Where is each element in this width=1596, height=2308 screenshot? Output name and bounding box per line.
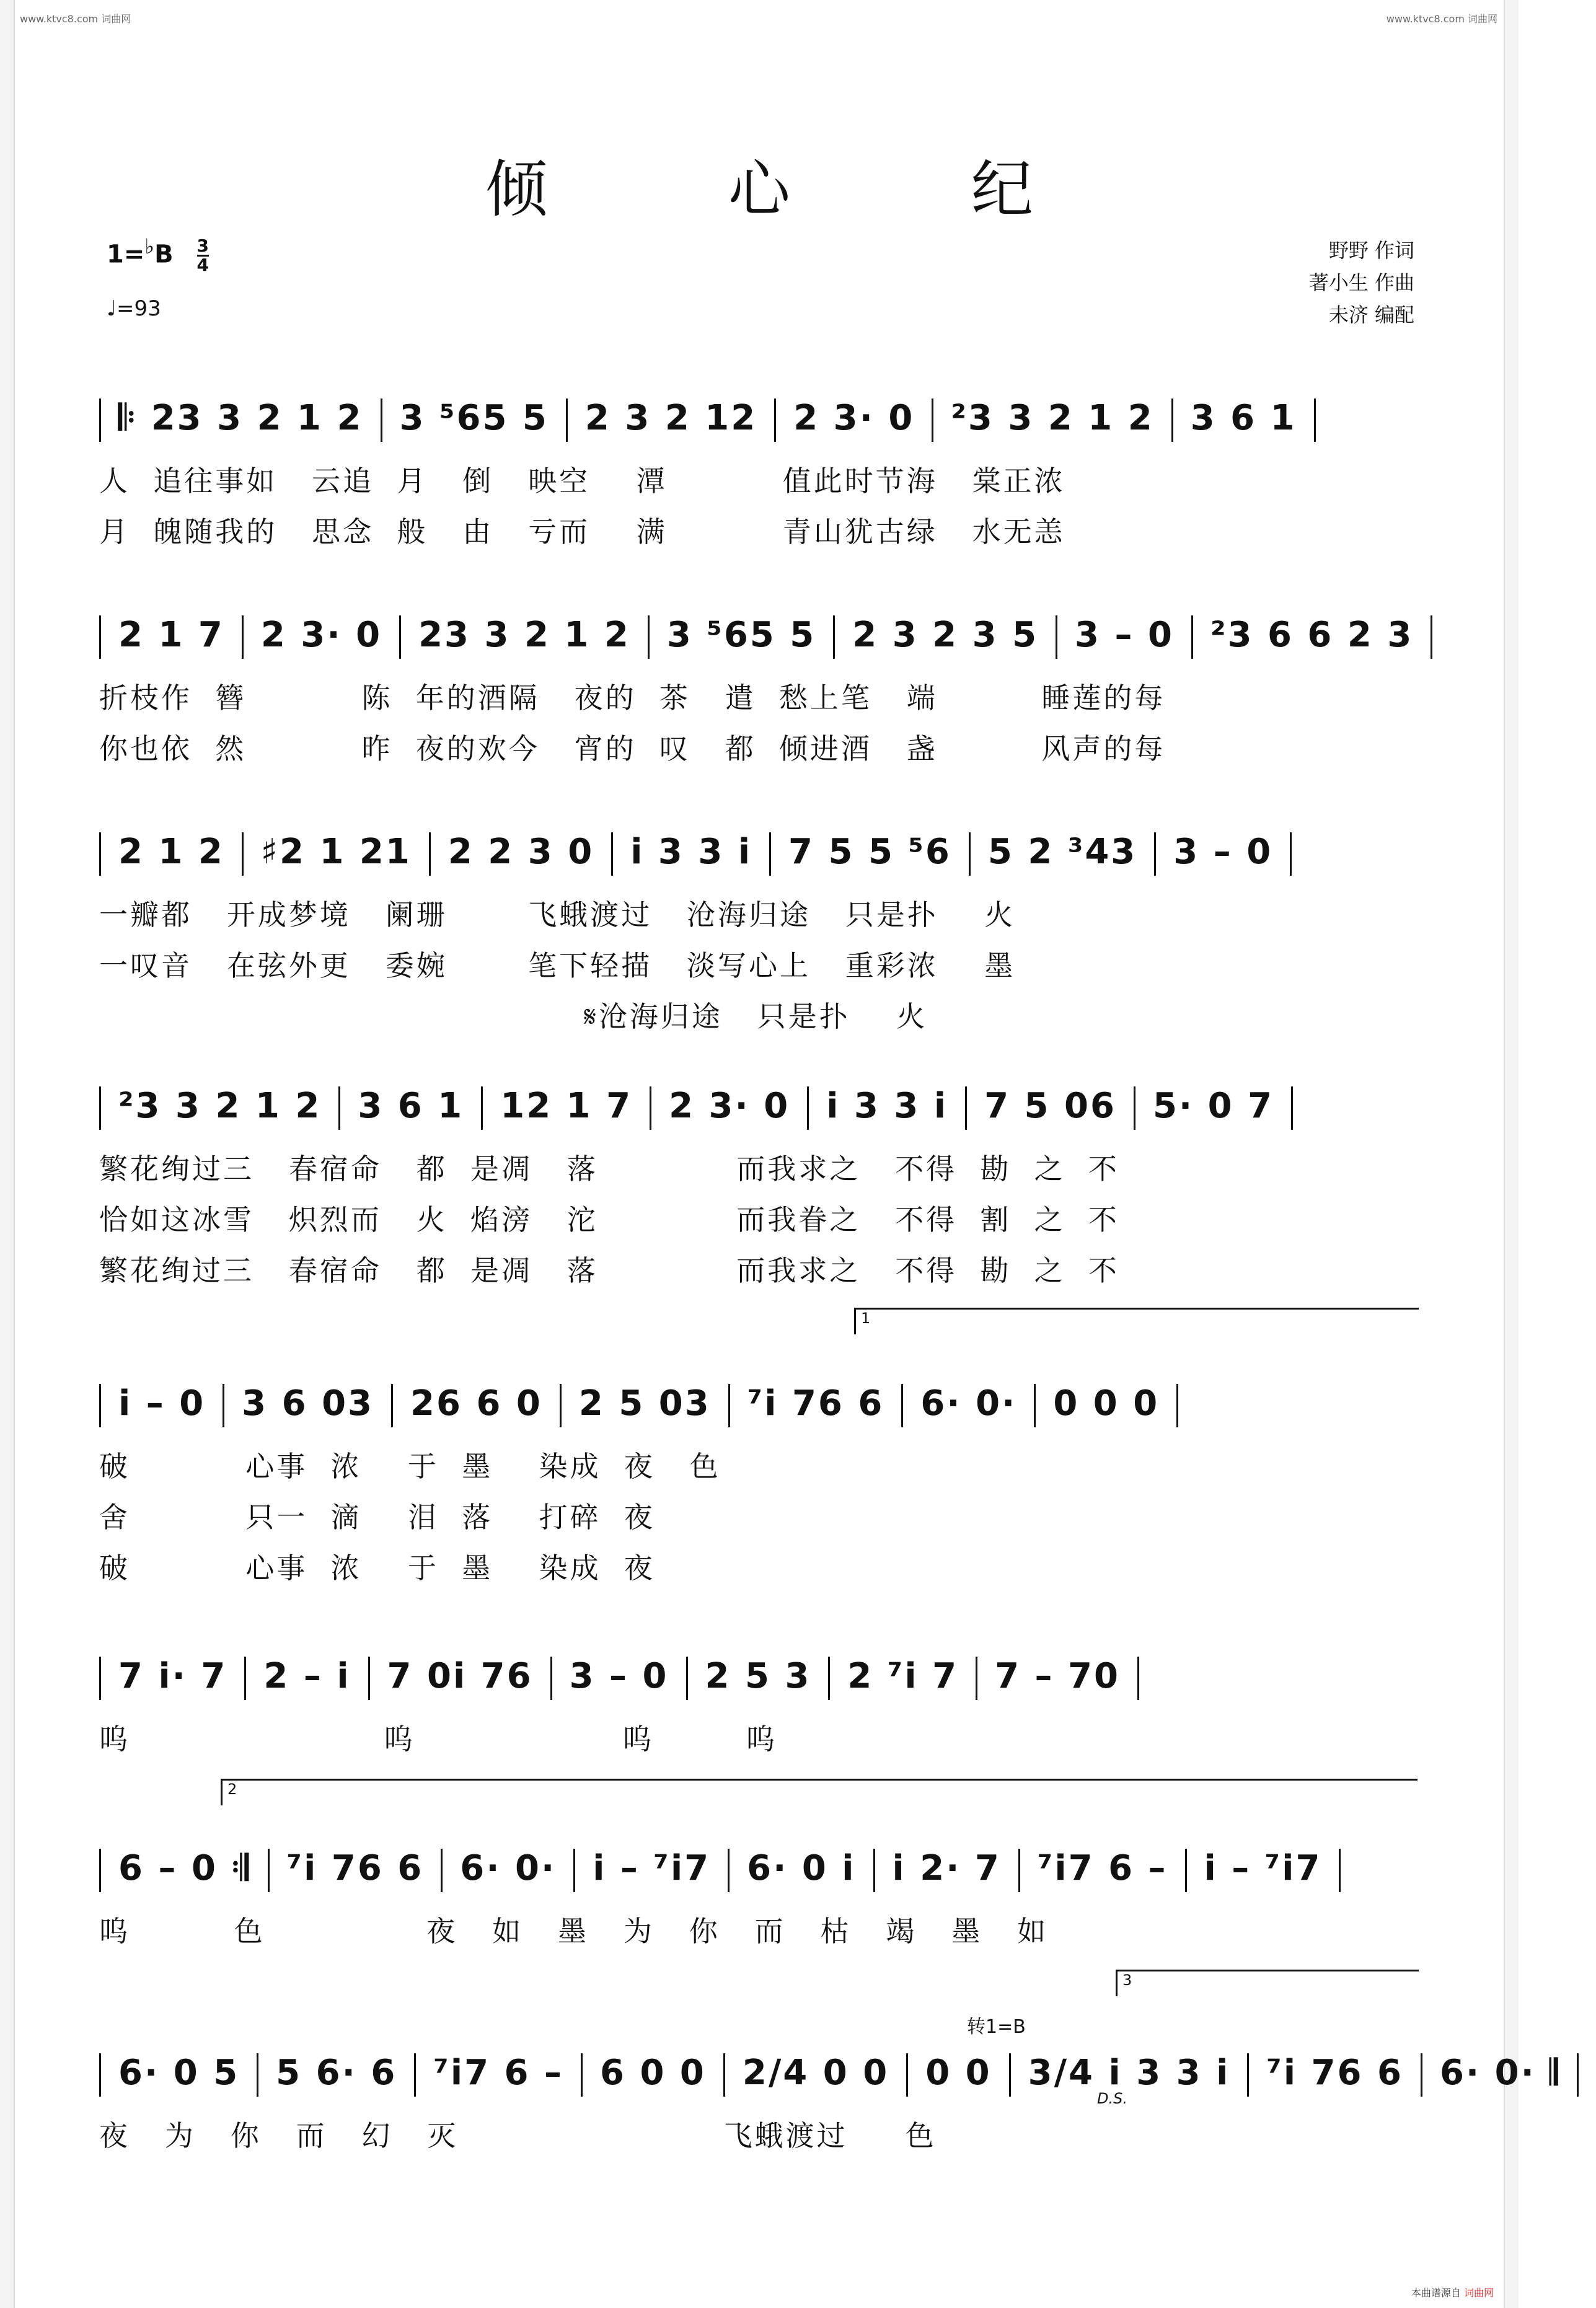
barline — [429, 832, 431, 876]
footer-logo — [1411, 2285, 1494, 2299]
arranger-credit: 未济 编配 — [1328, 303, 1414, 327]
measure: 7 i· 7 — [118, 1656, 227, 1696]
barline — [242, 615, 244, 659]
measure: ♯2 1 21 — [260, 832, 412, 872]
barline — [650, 1086, 651, 1130]
measure: ⁷i7 6 – — [1037, 1848, 1168, 1888]
measure: 7 5 06 — [984, 1086, 1116, 1126]
barline — [774, 399, 776, 442]
measure: 3 ⁵65 5 — [399, 398, 549, 438]
measure: 7 0i 76 — [387, 1656, 533, 1696]
barline — [99, 1657, 101, 1700]
barline — [723, 2053, 725, 2097]
volta-1-label: 1 — [861, 1310, 871, 1327]
time-top: 3 — [196, 235, 209, 256]
barline — [257, 2053, 258, 2097]
barline — [686, 1657, 688, 1700]
measure: 2 5 03 — [578, 1383, 711, 1424]
measure: 2 3 2 3 5 — [852, 615, 1039, 655]
barline — [1134, 1086, 1135, 1130]
barline — [391, 1384, 393, 1427]
barline — [99, 2053, 101, 2097]
measure: i – ⁷i7 — [1204, 1848, 1322, 1888]
measure: 3 6 03 — [242, 1383, 374, 1424]
lyric-line-3: 繁花绚过三 春宿命 都 是凋 落 而我求之 不得 勘 之 不 — [99, 1254, 1119, 1287]
measure: 6 – 0 𝄇 — [118, 1848, 250, 1888]
measure: ²3 6 6 2 3 — [1210, 615, 1414, 655]
barline — [481, 1086, 483, 1130]
barline — [906, 2053, 908, 2097]
measure: 3 – 0 — [569, 1656, 669, 1696]
lyric-line-1: 破 心事 浓 于 墨 染成 夜 色 — [99, 1450, 721, 1483]
barline — [1018, 1849, 1020, 1892]
volta-2 — [221, 1779, 1417, 1805]
barline — [932, 399, 933, 442]
measure: 12 1 7 — [500, 1086, 633, 1126]
measure: ²3 3 2 1 2 — [951, 398, 1154, 438]
barline — [1034, 1384, 1036, 1427]
lyric-line-2: 恰如这冰雪 炽烈而 火 焰滂 沱 而我眷之 不得 割 之 不 — [99, 1203, 1119, 1236]
barline — [99, 399, 101, 442]
key-signature — [107, 234, 209, 274]
barline — [828, 1657, 830, 1700]
measure: i 2· 7 — [892, 1848, 1001, 1888]
ds-mark: D.S. — [1097, 2090, 1127, 2107]
lyric-line-3: 破 心事 浓 于 墨 染成 夜 — [99, 1551, 655, 1585]
notes-line — [99, 390, 1422, 446]
lyricist-credit: 野野 作词 — [1328, 239, 1414, 262]
footer-logo-brand: 词曲网 — [1463, 2287, 1494, 2299]
flat-sign: ♭ — [144, 234, 155, 258]
lyric-line-1: 人 追往事如 云追 月 倒 映空 潭 值此时节海 棠正浓 — [99, 464, 1065, 498]
song-title: 倾 心 纪 — [485, 153, 1114, 226]
volta-2-label: 2 — [227, 1781, 237, 1798]
lyric-line-1: 一瓣都 开成梦境 阑珊 飞蛾渡过 沧海归途 只是扑 火 — [99, 898, 1016, 932]
measure: 2 ⁷i 7 — [847, 1656, 959, 1696]
measure: ²3 3 2 1 2 — [118, 1086, 322, 1126]
measure: 23 3 2 1 2 — [418, 615, 630, 655]
measure: 5 6· 6 — [276, 2053, 397, 2093]
measure: 26 6 0 — [410, 1383, 542, 1424]
barline — [1290, 832, 1292, 876]
measure: 0 0 — [925, 2053, 992, 2093]
measure: 6· 0· 𝄂 — [1439, 2053, 1559, 2093]
measure: 2 1 2 — [118, 832, 224, 872]
barline — [1577, 2053, 1579, 2097]
barline — [242, 832, 244, 876]
measure: 3 ⁵65 5 — [666, 615, 816, 655]
barline — [1247, 2053, 1249, 2097]
barline — [1176, 1384, 1178, 1427]
measure: 2 2 3 0 — [447, 832, 594, 872]
key-note: B — [154, 240, 174, 269]
measure: i – ⁷i7 — [593, 1848, 711, 1888]
barline — [560, 1384, 562, 1427]
measure: 3 – 0 — [1173, 832, 1273, 872]
barline — [1339, 1849, 1341, 1892]
source-watermark-right: www.ktvc8.com 词曲网 — [1386, 13, 1497, 25]
time-bottom: 4 — [196, 254, 209, 275]
barline — [381, 399, 382, 442]
measure: ⁷i 76 6 — [747, 1383, 884, 1424]
barline — [1056, 615, 1057, 659]
lyric-line-2: 一叹音 在弦外更 委婉 笔下轻描 淡写心上 重彩浓 墨 — [99, 949, 1016, 982]
barline — [338, 1086, 340, 1130]
measure: 3 6 1 — [358, 1086, 464, 1126]
barline — [99, 1086, 101, 1130]
barline — [1314, 399, 1316, 442]
barline — [268, 1849, 270, 1892]
notes-line — [99, 2045, 1559, 2101]
barline — [223, 1384, 224, 1427]
measure: 7 5 5 ⁵6 — [788, 832, 951, 872]
lyric-line-1: 呜 色 夜 如 墨 为 你 而 枯 竭 墨 如 — [99, 1914, 1049, 1948]
measure: 2 1 7 — [118, 615, 224, 655]
lyric-line-1: 呜 呜 呜 呜 — [99, 1722, 777, 1756]
barline — [901, 1384, 903, 1427]
measure: ⁷i7 6 – — [433, 2053, 563, 2093]
barline — [728, 1849, 730, 1892]
barline — [581, 2053, 583, 2097]
lyric-line-1: 夜 为 你 而 幻 灭 飞蛾渡过 色 — [99, 2119, 937, 2152]
lyric-line-1: 折枝作 簪 陈 年的酒隔 夜的 茶 遣 愁上笔 端 睡莲的每 — [99, 681, 1166, 715]
key-prefix: 1= — [107, 240, 145, 269]
barline — [965, 1086, 967, 1130]
volta-1 — [854, 1308, 1419, 1334]
measure: 2 5 3 — [705, 1656, 811, 1696]
barline — [1185, 1849, 1187, 1892]
measure: i 3 3 i — [630, 832, 752, 872]
notes-line — [99, 1078, 1422, 1134]
barline — [99, 1849, 101, 1892]
page-border-right — [1504, 0, 1519, 2308]
time-signature — [197, 237, 209, 274]
barline — [807, 1086, 809, 1130]
volta-3-label: 3 — [1122, 1971, 1132, 1989]
barline — [244, 1657, 246, 1700]
barline — [550, 1657, 552, 1700]
lyric-line-1: 繁花绚过三 春宿命 都 是凋 落 而我求之 不得 勘 之 不 — [99, 1152, 1119, 1186]
quarter-note-icon: ♩ — [107, 296, 117, 321]
barline — [99, 1384, 101, 1427]
barline — [1137, 1657, 1139, 1700]
barline — [1154, 832, 1156, 876]
lyric-line-3: 𝄋沧海归途 只是扑 火 — [99, 1000, 928, 1033]
measure: 𝄆 23 3 2 1 2 — [118, 398, 363, 438]
notes-line — [99, 1649, 1422, 1704]
modulation-mark: 转1=B — [967, 2016, 1026, 2038]
measure: 5 2 ³43 — [987, 832, 1137, 872]
barline — [1291, 1086, 1293, 1130]
tempo-marking — [107, 296, 161, 321]
barline — [99, 832, 101, 876]
measure: 2 3· 0 — [260, 615, 382, 655]
measure: ⁷i 76 6 — [286, 1848, 424, 1888]
barline — [969, 832, 971, 876]
lyric-line-2: 月 魄随我的 思念 般 由 亏而 满 青山犹古绿 水无恙 — [99, 515, 1065, 548]
barline — [1191, 615, 1193, 659]
measure: i 3 3 i — [826, 1086, 948, 1126]
tempo-value: =93 — [117, 296, 161, 321]
barline — [1009, 2053, 1011, 2097]
measure: 2 3 2 12 — [584, 398, 757, 438]
measure: 5· 0 7 — [1152, 1086, 1274, 1126]
barline — [566, 399, 568, 442]
barline — [833, 615, 835, 659]
measure: 3 6 1 — [1190, 398, 1297, 438]
source-watermark-left: www.ktvc8.com 词曲网 — [20, 13, 131, 25]
barline — [399, 615, 401, 659]
barline — [441, 1849, 443, 1892]
volta-3 — [1116, 1970, 1419, 1996]
notes-line — [99, 1376, 1422, 1432]
measure: 3/4 i 3 3 i — [1028, 2053, 1230, 2093]
measure: 2 – i — [263, 1656, 351, 1696]
barline — [769, 832, 771, 876]
barline — [99, 615, 101, 659]
measure: 2 3· 0 — [793, 398, 915, 438]
barline — [1421, 2053, 1422, 2097]
barline — [414, 2053, 416, 2097]
barline — [728, 1384, 730, 1427]
composer-credit: 著小生 作曲 — [1308, 271, 1414, 294]
barline — [1171, 399, 1173, 442]
footer-logo-text: 本曲谱源自 — [1411, 2287, 1461, 2299]
measure: 2/4 0 0 — [742, 2053, 889, 2093]
page-border-left — [0, 0, 15, 2308]
measure: 6· 0 i — [747, 1848, 856, 1888]
lyric-line-2: 你也依 然 昨 夜的欢今 宵的 叹 都 倾进酒 盏 风声的每 — [99, 732, 1166, 765]
barline — [976, 1657, 977, 1700]
barline — [873, 1849, 875, 1892]
measure: 2 3· 0 — [669, 1086, 790, 1126]
barline — [573, 1849, 575, 1892]
measure: 3 – 0 — [1075, 615, 1174, 655]
measure: 6 0 0 — [600, 2053, 706, 2093]
barline — [368, 1657, 370, 1700]
barline — [648, 615, 650, 659]
credits — [1309, 234, 1414, 331]
measure: 7 – 70 — [995, 1656, 1120, 1696]
measure: 0 0 0 — [1053, 1383, 1160, 1424]
barline — [1431, 615, 1432, 659]
notes-line — [99, 1841, 1422, 1896]
measure: 6· 0 5 — [118, 2053, 240, 2093]
notes-line — [99, 824, 1422, 880]
measure: ⁷i 76 6 — [1266, 2053, 1403, 2093]
measure: 6· 0· — [920, 1383, 1017, 1424]
barline — [611, 832, 613, 876]
measure: i – 0 — [118, 1383, 206, 1424]
measure: 6· 0· — [460, 1848, 557, 1888]
notes-line — [99, 607, 1422, 663]
lyric-line-2: 舍 只一 滴 泪 落 打碎 夜 — [99, 1500, 655, 1534]
